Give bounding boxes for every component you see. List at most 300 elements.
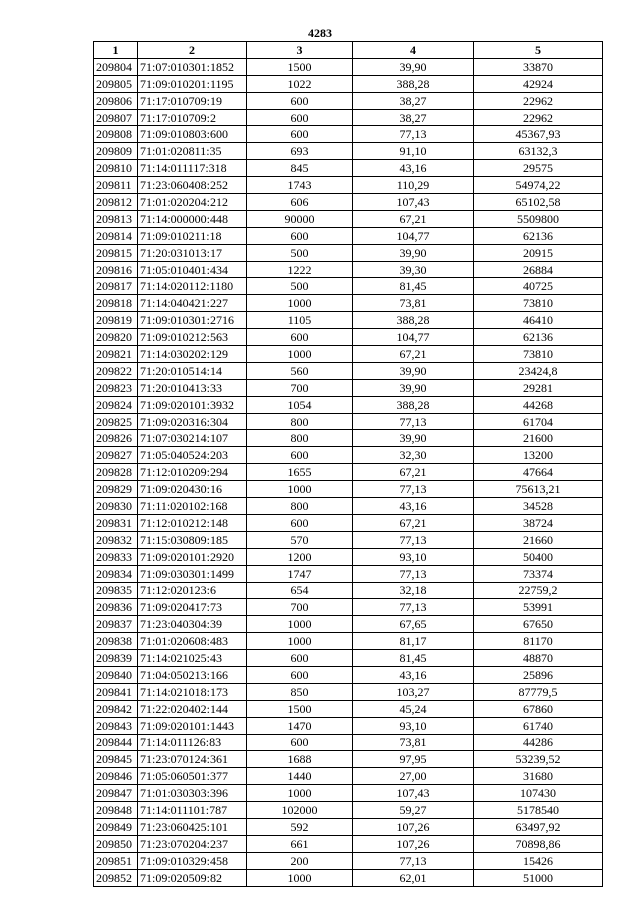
table-cell: 209839: [94, 650, 138, 667]
table-cell: 44268: [474, 396, 603, 413]
table-cell: 77,13: [353, 599, 474, 616]
table-cell: 209805: [94, 75, 138, 92]
table-cell: 388,28: [353, 312, 474, 329]
table-row: [94, 802, 603, 819]
table-row: [94, 177, 603, 194]
table-row: [94, 599, 603, 616]
table-cell: 209840: [94, 666, 138, 683]
table-cell: 81170: [474, 633, 603, 650]
table-cell: 107,26: [353, 818, 474, 835]
table-cell: 606: [247, 194, 353, 211]
table-cell: 43,16: [353, 666, 474, 683]
table-cell: 33870: [474, 58, 603, 75]
table-cell: 71:14:021025:43: [138, 650, 247, 667]
table-cell: 209848: [94, 802, 138, 819]
table-row: [94, 160, 603, 177]
table-cell: 1022: [247, 75, 353, 92]
table-cell: 209831: [94, 514, 138, 531]
table-cell: 77,13: [353, 531, 474, 548]
table-cell: 209804: [94, 58, 138, 75]
table-row: [94, 498, 603, 515]
table-cell: 200: [247, 852, 353, 869]
table-row: [94, 650, 603, 667]
table-cell: 1054: [247, 396, 353, 413]
table-cell: 209813: [94, 210, 138, 227]
table-row: [94, 58, 603, 75]
table-cell: 693: [247, 143, 353, 160]
table-row: [94, 126, 603, 143]
table-cell: 67,65: [353, 616, 474, 633]
table-cell: 81,17: [353, 633, 474, 650]
table-cell: 800: [247, 498, 353, 515]
table-row: [94, 413, 603, 430]
table-cell: 91,10: [353, 143, 474, 160]
page-number: 4283: [308, 26, 332, 40]
table-row: [94, 616, 603, 633]
table-cell: 5509800: [474, 210, 603, 227]
table-row: [94, 683, 603, 700]
table-cell: 600: [247, 227, 353, 244]
table-cell: 77,13: [353, 481, 474, 498]
table-cell: 71:14:040421:227: [138, 295, 247, 312]
table-cell: 71:11:020102:168: [138, 498, 247, 515]
table-cell: 48870: [474, 650, 603, 667]
table-cell: 845: [247, 160, 353, 177]
table-row: [94, 92, 603, 109]
table-cell: 209815: [94, 244, 138, 261]
table-cell: 600: [247, 447, 353, 464]
table-cell: 71:14:020112:1180: [138, 278, 247, 295]
table-cell: 45367,93: [474, 126, 603, 143]
table-cell: 209838: [94, 633, 138, 650]
table-cell: 32,30: [353, 447, 474, 464]
table-cell: 209846: [94, 768, 138, 785]
table-cell: 71:14:030202:129: [138, 346, 247, 363]
table-cell: 65102,58: [474, 194, 603, 211]
column-header: 5: [474, 42, 603, 59]
table-cell: 209820: [94, 329, 138, 346]
table-row: [94, 143, 603, 160]
table-cell: 25896: [474, 666, 603, 683]
table-cell: 81,45: [353, 278, 474, 295]
table-cell: 71:09:010201:1195: [138, 75, 247, 92]
table-cell: 62136: [474, 329, 603, 346]
table-cell: 40725: [474, 278, 603, 295]
table-cell: 38724: [474, 514, 603, 531]
table-cell: 209830: [94, 498, 138, 515]
table-cell: 209828: [94, 464, 138, 481]
table-cell: 71:14:011117:318: [138, 160, 247, 177]
table-cell: 39,90: [353, 58, 474, 75]
table-cell: 51000: [474, 869, 603, 886]
table-cell: 67650: [474, 616, 603, 633]
table-cell: 61704: [474, 413, 603, 430]
table-cell: 1222: [247, 261, 353, 278]
table-cell: 209825: [94, 413, 138, 430]
table-row: [94, 210, 603, 227]
table-cell: 71:23:070204:237: [138, 835, 247, 852]
table-cell: 107430: [474, 785, 603, 802]
table-cell: 62,01: [353, 869, 474, 886]
table-cell: 800: [247, 430, 353, 447]
table-cell: 209843: [94, 717, 138, 734]
table-cell: 107,26: [353, 835, 474, 852]
table-row: [94, 768, 603, 785]
table-cell: 209823: [94, 379, 138, 396]
table-cell: 1105: [247, 312, 353, 329]
table-row: [94, 227, 603, 244]
table-row: [94, 329, 603, 346]
table-cell: 47664: [474, 464, 603, 481]
table-cell: 93,10: [353, 548, 474, 565]
table-cell: 73374: [474, 565, 603, 582]
table-cell: 71:14:011126:83: [138, 734, 247, 751]
table-cell: 31680: [474, 768, 603, 785]
table-cell: 209842: [94, 700, 138, 717]
table-cell: 700: [247, 599, 353, 616]
table-cell: 71:01:030303:396: [138, 785, 247, 802]
table-cell: 209821: [94, 346, 138, 363]
table-row: [94, 582, 603, 599]
table-cell: 71:07:010301:1852: [138, 58, 247, 75]
table-cell: 71:17:010709:19: [138, 92, 247, 109]
table-cell: 1440: [247, 768, 353, 785]
table-cell: 61740: [474, 717, 603, 734]
table-cell: 600: [247, 734, 353, 751]
table-cell: 800: [247, 413, 353, 430]
table-cell: 500: [247, 244, 353, 261]
table-row: [94, 548, 603, 565]
table-row: [94, 514, 603, 531]
table-row: [94, 666, 603, 683]
table-cell: 209847: [94, 785, 138, 802]
table-cell: 73810: [474, 295, 603, 312]
table-cell: 5178540: [474, 802, 603, 819]
table-row: [94, 869, 603, 886]
table-row: [94, 835, 603, 852]
table-cell: 22962: [474, 109, 603, 126]
table-cell: 71:01:020608:483: [138, 633, 247, 650]
table-cell: 71:05:010401:434: [138, 261, 247, 278]
table-cell: 26884: [474, 261, 603, 278]
table-cell: 71:20:010413:33: [138, 379, 247, 396]
table-cell: 209814: [94, 227, 138, 244]
table-cell: 39,90: [353, 362, 474, 379]
table-cell: 1743: [247, 177, 353, 194]
table-row: [94, 818, 603, 835]
table-cell: 388,28: [353, 75, 474, 92]
table-cell: 209835: [94, 582, 138, 599]
table-cell: 70898,86: [474, 835, 603, 852]
table-cell: 71:09:020316:304: [138, 413, 247, 430]
table-row: [94, 464, 603, 481]
table-cell: 71:09:010211:18: [138, 227, 247, 244]
table-cell: 71:09:010212:563: [138, 329, 247, 346]
table-cell: 46410: [474, 312, 603, 329]
table-cell: 600: [247, 650, 353, 667]
table-cell: 600: [247, 92, 353, 109]
table-cell: 63497,92: [474, 818, 603, 835]
column-header: 3: [247, 42, 353, 59]
table-row: [94, 312, 603, 329]
table-cell: 75613,21: [474, 481, 603, 498]
table-cell: 209816: [94, 261, 138, 278]
table-cell: 90000: [247, 210, 353, 227]
table-cell: 1200: [247, 548, 353, 565]
table-cell: 1000: [247, 616, 353, 633]
table-cell: 29281: [474, 379, 603, 396]
table-cell: 63132,3: [474, 143, 603, 160]
table-cell: 62136: [474, 227, 603, 244]
table-row: [94, 75, 603, 92]
table-cell: 43,16: [353, 160, 474, 177]
table-cell: 71:09:020417:73: [138, 599, 247, 616]
table-cell: 53239,52: [474, 751, 603, 768]
table-cell: 39,90: [353, 379, 474, 396]
table-cell: 209812: [94, 194, 138, 211]
table-cell: 15426: [474, 852, 603, 869]
table-cell: 32,18: [353, 582, 474, 599]
table-cell: 560: [247, 362, 353, 379]
table-cell: 209833: [94, 548, 138, 565]
table-cell: 388,28: [353, 396, 474, 413]
table-cell: 209852: [94, 869, 138, 886]
table-cell: 209826: [94, 430, 138, 447]
table-cell: 39,90: [353, 244, 474, 261]
table-header-row: [94, 42, 603, 59]
table-cell: 209851: [94, 852, 138, 869]
table-cell: 1000: [247, 633, 353, 650]
table-cell: 39,90: [353, 430, 474, 447]
table-cell: 93,10: [353, 717, 474, 734]
table-cell: 107,43: [353, 194, 474, 211]
table-cell: 1470: [247, 717, 353, 734]
table-cell: 71:20:031013:17: [138, 244, 247, 261]
table-cell: 209810: [94, 160, 138, 177]
table-cell: 67,21: [353, 514, 474, 531]
table-cell: 71:14:000000:448: [138, 210, 247, 227]
table-cell: 71:01:020811:35: [138, 143, 247, 160]
table-cell: 500: [247, 278, 353, 295]
table-row: [94, 109, 603, 126]
table-cell: 71:09:010301:2716: [138, 312, 247, 329]
table-cell: 1655: [247, 464, 353, 481]
table-cell: 661: [247, 835, 353, 852]
table-cell: 67,21: [353, 210, 474, 227]
table-cell: 600: [247, 666, 353, 683]
table-cell: 71:15:030809:185: [138, 531, 247, 548]
table-cell: 592: [247, 818, 353, 835]
table-cell: 209807: [94, 109, 138, 126]
table-row: [94, 194, 603, 211]
table-cell: 71:09:010803:600: [138, 126, 247, 143]
table-cell: 209849: [94, 818, 138, 835]
table-cell: 1000: [247, 295, 353, 312]
table-cell: 73,81: [353, 734, 474, 751]
table-cell: 71:09:030301:1499: [138, 565, 247, 582]
table-cell: 104,77: [353, 329, 474, 346]
table-cell: 59,27: [353, 802, 474, 819]
table-cell: 50400: [474, 548, 603, 565]
table-cell: 77,13: [353, 126, 474, 143]
table-cell: 43,16: [353, 498, 474, 515]
table-cell: 71:17:010709:2: [138, 109, 247, 126]
table-cell: 209841: [94, 683, 138, 700]
table-cell: 107,43: [353, 785, 474, 802]
table-cell: 209836: [94, 599, 138, 616]
table-row: [94, 362, 603, 379]
table-cell: 77,13: [353, 565, 474, 582]
table-cell: 67,21: [353, 464, 474, 481]
table-cell: 71:20:010514:14: [138, 362, 247, 379]
table-cell: 209829: [94, 481, 138, 498]
table-cell: 1500: [247, 58, 353, 75]
table-cell: 600: [247, 126, 353, 143]
table-cell: 209827: [94, 447, 138, 464]
table-cell: 13200: [474, 447, 603, 464]
table-row: [94, 346, 603, 363]
table-cell: 1000: [247, 481, 353, 498]
table-row: [94, 633, 603, 650]
table-cell: 104,77: [353, 227, 474, 244]
table-cell: 209824: [94, 396, 138, 413]
column-header: 2: [138, 42, 247, 59]
table-cell: 700: [247, 379, 353, 396]
table-cell: 209809: [94, 143, 138, 160]
table-body: [94, 58, 603, 886]
table-cell: 1000: [247, 785, 353, 802]
table-row: [94, 261, 603, 278]
table-cell: 654: [247, 582, 353, 599]
table-cell: 600: [247, 109, 353, 126]
table-cell: 71:05:040524:203: [138, 447, 247, 464]
table-cell: 27,00: [353, 768, 474, 785]
table-cell: 71:01:020204:212: [138, 194, 247, 211]
table-row: [94, 565, 603, 582]
table-cell: 209845: [94, 751, 138, 768]
table-cell: 38,27: [353, 109, 474, 126]
table-row: [94, 295, 603, 312]
table-row: [94, 278, 603, 295]
table-cell: 570: [247, 531, 353, 548]
table-cell: 600: [247, 329, 353, 346]
table-cell: 20915: [474, 244, 603, 261]
table-cell: 71:23:060408:252: [138, 177, 247, 194]
table-cell: 71:09:020509:82: [138, 869, 247, 886]
table-cell: 71:14:021018:173: [138, 683, 247, 700]
table-row: [94, 447, 603, 464]
table-cell: 110,29: [353, 177, 474, 194]
table-cell: 1000: [247, 869, 353, 886]
table-cell: 1000: [247, 346, 353, 363]
table-row: [94, 481, 603, 498]
table-row: [94, 396, 603, 413]
table-cell: 71:09:020101:1443: [138, 717, 247, 734]
table-cell: 87779,5: [474, 683, 603, 700]
table-cell: 209806: [94, 92, 138, 109]
table-cell: 1688: [247, 751, 353, 768]
table-cell: 38,27: [353, 92, 474, 109]
table-cell: 42924: [474, 75, 603, 92]
table-cell: 102000: [247, 802, 353, 819]
table-cell: 44286: [474, 734, 603, 751]
table-cell: 1747: [247, 565, 353, 582]
table-cell: 209808: [94, 126, 138, 143]
table-cell: 850: [247, 683, 353, 700]
table-cell: 73,81: [353, 295, 474, 312]
table-cell: 209819: [94, 312, 138, 329]
table-cell: 77,13: [353, 852, 474, 869]
table-cell: 77,13: [353, 413, 474, 430]
table-cell: 103,27: [353, 683, 474, 700]
table-cell: 71:12:010209:294: [138, 464, 247, 481]
table-cell: 71:23:060425:101: [138, 818, 247, 835]
table-cell: 34528: [474, 498, 603, 515]
table-row: [94, 785, 603, 802]
table-cell: 71:05:060501:377: [138, 768, 247, 785]
table-cell: 209837: [94, 616, 138, 633]
table-row: [94, 734, 603, 751]
table-cell: 71:09:020101:2920: [138, 548, 247, 565]
table-cell: 21660: [474, 531, 603, 548]
table-row: [94, 379, 603, 396]
table-row: [94, 852, 603, 869]
table-cell: 209832: [94, 531, 138, 548]
table-cell: 54974,22: [474, 177, 603, 194]
table-cell: 209834: [94, 565, 138, 582]
table-cell: 209817: [94, 278, 138, 295]
table-cell: 71:23:070124:361: [138, 751, 247, 768]
table-row: [94, 700, 603, 717]
table-cell: 71:23:040304:39: [138, 616, 247, 633]
table-cell: 71:07:030214:107: [138, 430, 247, 447]
column-header: 4: [353, 42, 474, 59]
table-cell: 71:09:020101:3932: [138, 396, 247, 413]
table-cell: 209850: [94, 835, 138, 852]
table-cell: 73810: [474, 346, 603, 363]
table-cell: 39,30: [353, 261, 474, 278]
table-row: [94, 430, 603, 447]
table-cell: 71:09:010329:458: [138, 852, 247, 869]
table-cell: 600: [247, 514, 353, 531]
table-cell: 209822: [94, 362, 138, 379]
table-row: [94, 751, 603, 768]
table-cell: 1500: [247, 700, 353, 717]
data-table: [93, 41, 603, 887]
table-cell: 209818: [94, 295, 138, 312]
table-cell: 71:14:011101:787: [138, 802, 247, 819]
table-cell: 53991: [474, 599, 603, 616]
table-cell: 67,21: [353, 346, 474, 363]
table-cell: 81,45: [353, 650, 474, 667]
table-row: [94, 717, 603, 734]
table-cell: 71:09:020430:16: [138, 481, 247, 498]
table-row: [94, 244, 603, 261]
table-cell: 71:12:020123:6: [138, 582, 247, 599]
table-cell: 209844: [94, 734, 138, 751]
table-cell: 209811: [94, 177, 138, 194]
table-cell: 45,24: [353, 700, 474, 717]
table-cell: 67860: [474, 700, 603, 717]
table-cell: 97,95: [353, 751, 474, 768]
table-cell: 22759,2: [474, 582, 603, 599]
table-row: [94, 531, 603, 548]
table-cell: 29575: [474, 160, 603, 177]
column-header: 1: [94, 42, 138, 59]
table-cell: 23424,8: [474, 362, 603, 379]
table-cell: 21600: [474, 430, 603, 447]
table-cell: 22962: [474, 92, 603, 109]
